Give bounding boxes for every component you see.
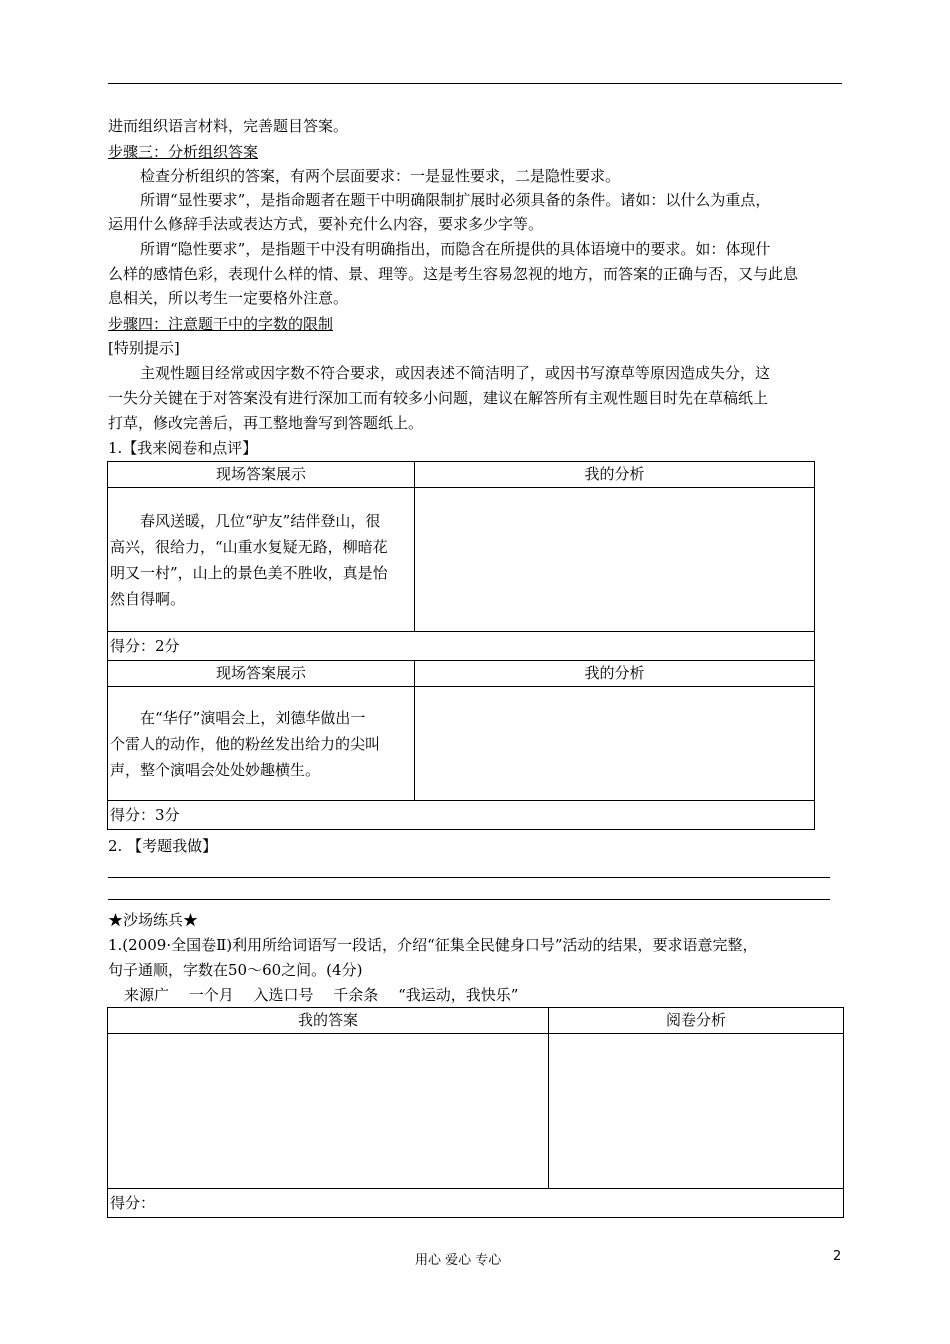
footer-text: 用心 爱心 专心: [415, 1253, 502, 1268]
given-words: 来源广 一个月 入选口号 千余条 “我运动，我快乐”: [124, 986, 519, 1004]
paragraph-line: 进而组织语言材料，完善题目答案。: [108, 117, 349, 135]
answer-line: 然自得啊。: [110, 589, 186, 608]
paragraph-line: 主观性题目经常或因字数不符合要求，或因表述不简洁明了，或因书写潦草等原因造成失分，这: [140, 364, 771, 382]
page-number: 2: [833, 1249, 842, 1264]
paragraph-line: 息相关，所以考生一定要格外注意。: [108, 289, 349, 307]
section1-heading: 1.【我来阅卷和点评】: [108, 439, 258, 457]
answer-blank-line[interactable]: [108, 899, 830, 900]
answer-line: 明又一村”，山上的景色美不胜收，真是怡: [110, 563, 388, 582]
my-answer-cell[interactable]: [108, 1034, 549, 1189]
score-row: 得分：2分: [108, 632, 815, 661]
paragraph-line: 检查分析组织的答案，有两个层面要求：一是显性要求，二是隐性要求。: [140, 167, 621, 185]
table-header: 现场答案展示: [108, 462, 415, 488]
answer-line: 高兴，很给力，“山重水复疑无路，柳暗花: [110, 537, 388, 556]
answer-cell: [108, 687, 415, 801]
answer-cell: [108, 488, 415, 632]
answer-line: 在“华仔”演唱会上，刘德华做出一: [140, 708, 366, 727]
answer-line: 春风送暖，几位“驴友”结伴登山，很: [140, 511, 381, 530]
review-table-1: [107, 461, 815, 661]
review-table-2: [107, 660, 815, 830]
score-row: 得分：3分: [108, 801, 815, 830]
step4-heading: 步骤四：注意题干中的字数的限制: [108, 315, 334, 333]
paragraph-line: 所谓“显性要求”，是指命题者在题干中明确限制扩展时必须具备的条件。诸如：以什么为重点，: [140, 191, 771, 209]
table-header: 阅卷分析: [549, 1008, 844, 1034]
step3-heading: 步骤三：分析组织答案: [108, 143, 259, 161]
table-header: 我的答案: [108, 1008, 549, 1034]
paragraph-line: 么样的感情色彩，表现什么样的情、景、理等。这是考生容易忽视的地方，而答案的正确与否，又与此息: [108, 265, 799, 283]
tip-label: [特别提示]: [108, 339, 180, 357]
answer-line: 个雷人的动作，他的粉丝发出给力的尖叫: [110, 734, 381, 753]
answer-table: [107, 1007, 844, 1218]
question-line: 句子通顺，字数在50～60之间。(4分): [108, 961, 363, 979]
header-rule: [108, 83, 842, 84]
paragraph-line: 所谓“隐性要求”，是指题干中没有明确指出，而隐含在所提供的具体语境中的要求。如：体现什: [140, 240, 771, 258]
paragraph-line: 打草，修改完善后，再工整地誊写到答题纸上。: [108, 414, 424, 432]
table-header: 现场答案展示: [108, 661, 415, 687]
score-row: 得分：: [108, 1189, 844, 1218]
analysis-cell[interactable]: [415, 488, 815, 632]
analysis-cell[interactable]: [415, 687, 815, 801]
answer-line: 声，整个演唱会处处妙趣横生。: [110, 760, 321, 779]
practice-title: ★沙场练兵★: [108, 911, 199, 929]
paragraph-line: 运用什么修辞手法或表达方式，要补充什么内容，要求多少字等。: [108, 215, 544, 233]
section2-heading: 2. 【考题我做】: [108, 837, 218, 855]
question-line: 1.(2009·全国卷Ⅱ)利用所给词语写一段话，介绍“征集全民健身口号”活动的结果，要求语意完整，: [108, 936, 758, 954]
table-header: 我的分析: [415, 661, 815, 687]
paragraph-line: 一失分关键在于对答案没有进行深加工而有较多小问题，建议在解答所有主观性题目时先在草稿纸上: [108, 389, 769, 407]
table-header: 我的分析: [415, 462, 815, 488]
grading-analysis-cell[interactable]: [549, 1034, 844, 1189]
answer-blank-line[interactable]: [108, 877, 830, 878]
